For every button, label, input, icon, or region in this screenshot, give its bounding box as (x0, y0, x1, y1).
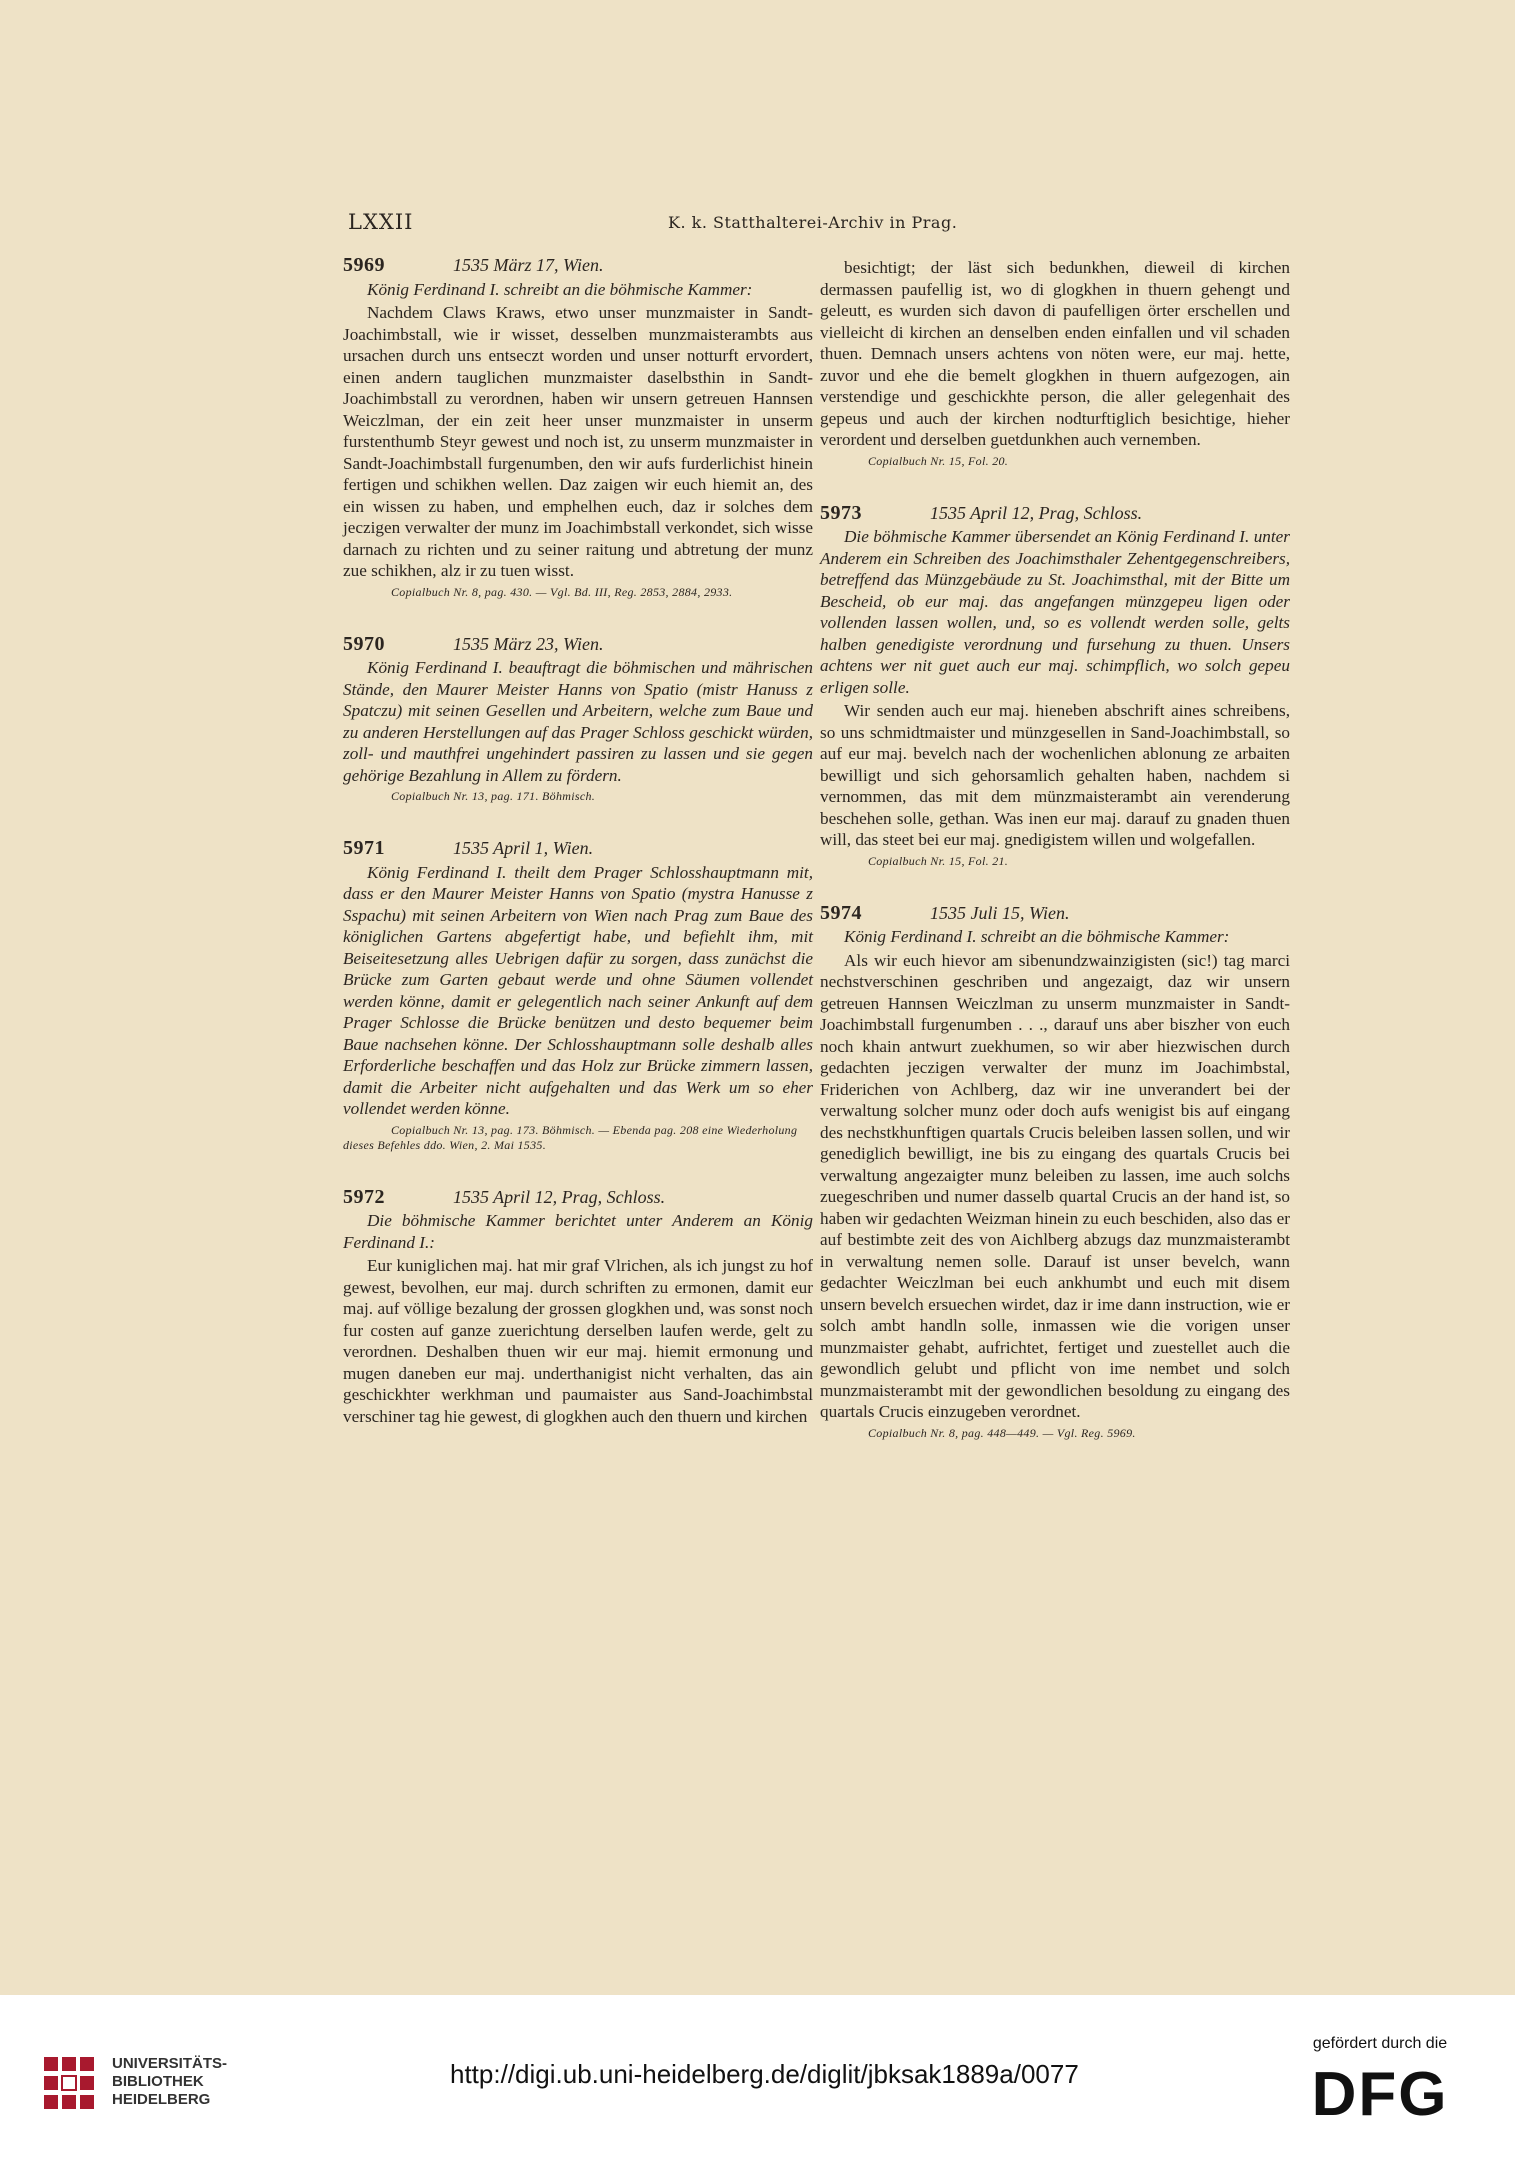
svg-text:DFG: DFG (1311, 2061, 1449, 2123)
entry-summary: König Ferdinand I. beauftragt die böhmischen und mährischen Stände, den Maurer Meister Hanns von Spatio (mistr Hanuss z Spatczu) mit seinen Gesellen und Arbeitern, welche zum Baue und zu anderen Herstellungen auf das Prager Schloss geschickt würden, zoll- und mauthfrei ungehindert passiren zu lassen und sie gegen gehörige Bezahlung in Allem zu fördern. (343, 658, 813, 785)
entry-number: 5969 (343, 254, 385, 276)
left-column (343, 255, 813, 1461)
funding-notice (1285, 2035, 1475, 2127)
entry-source: Copialbuch Nr. 8, pag. 448—449. — Vgl. Reg. 5969. (868, 1425, 1136, 1440)
library-seal-icon (40, 2051, 98, 2115)
footer-bar (0, 1995, 1515, 2159)
entry-summary: Die böhmische Kammer berichtet unter Anderem an König Ferdinand I.: (343, 1211, 813, 1252)
entry-source: Copialbuch Nr. 13, pag. 173. Böhmisch. — Ebenda pag. 208 eine Wiederholung dieses Befehles ddo. Wien, 2. Mai 1535. (343, 1122, 798, 1152)
entry-number: 5974 (820, 901, 862, 924)
entry-source: Copialbuch Nr. 8, pag. 430. — Vgl. Bd. III, Reg. 2853, 2884, 2933. (391, 584, 733, 599)
entry-number: 5970 (343, 632, 385, 655)
running-head (348, 210, 1285, 240)
entry-summary: König Ferdinand I. schreibt an die böhmische Kammer: (844, 927, 1230, 946)
entry-date: 1535 April 1, Wien. (453, 838, 594, 858)
entry-body-paragraph: Als wir euch hievor am sibenundzwainzigisten (sic!) tag marci nechstverschinen geschriben und angezaigt, daz wir unsern getreuen Hannsen Weiczlman zu unserm munzmaister in Sandt-Joachimbstall furgenumben . . ., darauf uns aber biszher von euch noch khain antwurt zuekhumen, so wir aber hiezwischen durch gedachten jeczigen verwalter der munz im Joachimbstal, Friderichen von Achlberg, daz wir ine unverandert bei der verwaltung solcher munz oder doch aufs wenigist bis auf eingang des nechstkhunftigen quartals Crucis beleiben lassen sollen, und wir genediglich bewilligt, ine bis zu eingang des quartals Crucis bei verwaltung angezaigter munz beleiben zu lassen, ime auch solchs zuegeschriben und numer dasselb quartal Crucis an der hand ist, so haben wir gedachten Weizman hinein zu euch beschiden, also das er auf bestimbte zeit des von Aichlberg abzugs daz munzmaisterambt in verwaltung nemen solle. Darauf ist unser bevelch, wann gedachter Weiczlman bei euch ankhumbt und euch mit disem unsern bevelch ersuechen wirdet, daz ir ime dann instruction, wie er solch ambt handln solle, inmassen wie die vorigen unser munzmaister gehabt, aufrichtet, fertiget und zuestellet auch die gewondlich gelubt und pflicht von ime nembet und solch munzmaisterambt mit der gewondlichen besoldung zu eingang des quartals Crucis einzugeben verordnet. (820, 950, 1290, 1421)
library-name-line: HEIDELBERG (112, 2091, 211, 2108)
entry-heading (820, 903, 1290, 925)
entry-source: Copialbuch Nr. 15, Fol. 21. (868, 853, 1009, 868)
entry-body-paragraph: besichtigt; der läst sich bedunkhen, dieweil di kirchen dermassen paufellig ist, wo di glogkhen in thuern gehengt und geleutt, es wurden sich davon di paufelligen örter erschellen und vielleicht di kirchen an denselben enden einfallen und vil schaden thuen. Demnach unsers achtens von nöten were, eur maj. hette, zuvor und ehe die bemelt glogkhen in thuern aufgezogen, ain verstendige und geschickhte person, die aller gelegenhait des gepeus und auch der kirchen nodturftiglich besichtige, hieher verordent und derselben guetdunkhen auch vernemben. (820, 258, 1290, 449)
register-entry (343, 255, 813, 600)
entry-heading (343, 255, 813, 277)
register-entry (343, 634, 813, 805)
entry-date: 1535 März 17, Wien. (453, 255, 604, 275)
entry-date: 1535 Juli 15, Wien. (930, 902, 1070, 923)
entry-source: Copialbuch Nr. 15, Fol. 20. (868, 453, 1009, 468)
entry-summary: Die böhmische Kammer übersendet an König Ferdinand I. unter Anderem ein Schreiben des Joachimsthaler Zehentgegenschreibers, betreffend das Münzgebäude zu St. Joachimsthal, mit der Bitte um Bescheid, ob eur maj. das angefangen münzgepeu ligen oder vollenden lassen wollen, und, so es vollendt werden solle, gelts halben genedigiste verordnung und fursehung zu thuen. Unsers achtens wer nit guet auch eur maj. schimpflich, wo solch gepeu erligen solle. (820, 527, 1290, 697)
funding-label: gefördert durch die (1312, 2035, 1448, 2052)
entry-date: 1535 April 12, Prag, Schloss. (930, 502, 1143, 523)
entry-heading (343, 838, 813, 860)
page-folio: LXXII (348, 210, 414, 234)
entry-number: 5971 (343, 837, 385, 859)
entry-body-paragraph: Eur kuniglichen maj. hat mir graf Vlrichen, als ich jungst zu hof gewest, bevolhen, eur maj. durch schriften zu ermonen, damit eur maj. auf völlige bezalung der grossen glogkhen und, was sonst noch fur costen auf ganze zuerichtung derselben laufen werde, gelt zu verordnen. Deshalben thuen wir eur maj. hiemit ermonung und mugen daneben eur maj. underthanigist nicht verhalten, das ain geschickhter werkhman und paumaister aus Sand-Joachimbstal verschiner tag hie gewest, di glogkhen auch den thuern und kirchen (343, 1256, 813, 1426)
entry-heading (820, 503, 1290, 525)
archive-title: K. k. Statthalterei-Archiv in Prag. (668, 213, 958, 232)
entry-summary: König Ferdinand I. schreibt an die böhmische Kammer: (367, 279, 753, 299)
permalink-url[interactable]: http://digi.ub.uni-heidelberg.de/diglit/jbksak1889a/0077 (450, 2059, 1079, 2089)
right-column (820, 255, 1290, 1475)
library-name (112, 2055, 227, 2109)
library-logo[interactable] (40, 2051, 228, 2115)
register-entry (343, 1187, 813, 1428)
entry-number: 5973 (820, 501, 862, 524)
entry-source: Copialbuch Nr. 13, pag. 171. Böhmisch. (391, 789, 596, 803)
entry-body-paragraph: Wir senden auch eur maj. hieneben abschrift aines schreibens, so uns schmidtmaister und münzgesellen in Sand-Joachimbstall, so auf eur maj. bevelch nach der wochenlichen ablonung ze arbaiten bewilligt und sich gehorsamlich gehalten haben, nachdem si vernommen, das mit dem münzmaisterambt ain verenderung beschehen solle, gethan. Was inen eur maj. darauf zu gnaden thuen will, das steet bei eur maj. gnedigistem willen und wolgefallen. (820, 701, 1290, 849)
library-name-line: UNIVERSITÄTS- (112, 2055, 228, 2072)
entry-summary: König Ferdinand I. theilt dem Prager Schlosshauptmann mit, dass er den Maurer Meister Hanns von Spatio (mystra Hanusse z Sspachu) mit seinen Arbeitern von Wien nach Prag zum Baue des königlichen Gartens abgefertigt habe, und befiehlt ihm, mit Beiseitesetzung alles Uebrigen dafür zu sorgen, dass zunächst die Brücke zum Garten gebaut werde und ohne Säumen vollendet werden könne, damit er gelegentlich nach seiner Ankunft auf dem Prager Schlosse die Brücke benützen und desto bequemer beim Baue nachsehen könne. Der Schlosshauptmann solle deshalb alles Erforderliche beschaffen und das Holz zur Brücke zimmern lassen, damit die Arbeiter nicht aufgehalten und das Werk um so eher vollendet werden könne. (343, 862, 813, 1118)
dfg-logo-icon[interactable] (1305, 2061, 1455, 2123)
entry-number: 5972 (343, 1185, 385, 1208)
register-entry (820, 257, 1290, 469)
register-entry (820, 503, 1290, 869)
library-name-line: BIBLIOTHEK (112, 2073, 204, 2090)
entry-heading (343, 634, 813, 656)
register-entry (343, 838, 813, 1153)
entry-body-paragraph: Nachdem Claws Kraws, etwo unser munzmaister in Sandt-Joachimbstall, wie ir wisset, desselben munzmaisterambts aus ursachen durch uns entseczt worden und unser notturft ervordert, einen andern tauglichen munzmaister daselbsthin in Sandt-Joachimbstall zu verordnen, haben wir unsern getreuen Hannsen Weiczlman, der ein zeit heer unser munzmaister in unserm furstenthumb Steyr gewest und noch ist, zu unserm munzmaister in Sandt-Joachimbstall furgenumben, den wir aufs furderlichist hinein fertigen und schikhen wellen. Daz zaigen wir euch hiemit an, des ein wissen zu haben, und emphelhen euch, daz ir solches dem jeczigen verwalter der munz im Joachimbstall verkondet, sich wisse darnach zu richten und zu seiner raitung und abtretung der munz zue schikhen, alz ir zu tuen wisst. (343, 303, 813, 580)
entry-date: 1535 März 23, Wien. (453, 633, 604, 654)
entry-heading (343, 1187, 813, 1209)
entry-date: 1535 April 12, Prag, Schloss. (453, 1186, 666, 1207)
register-entry (820, 903, 1290, 1441)
